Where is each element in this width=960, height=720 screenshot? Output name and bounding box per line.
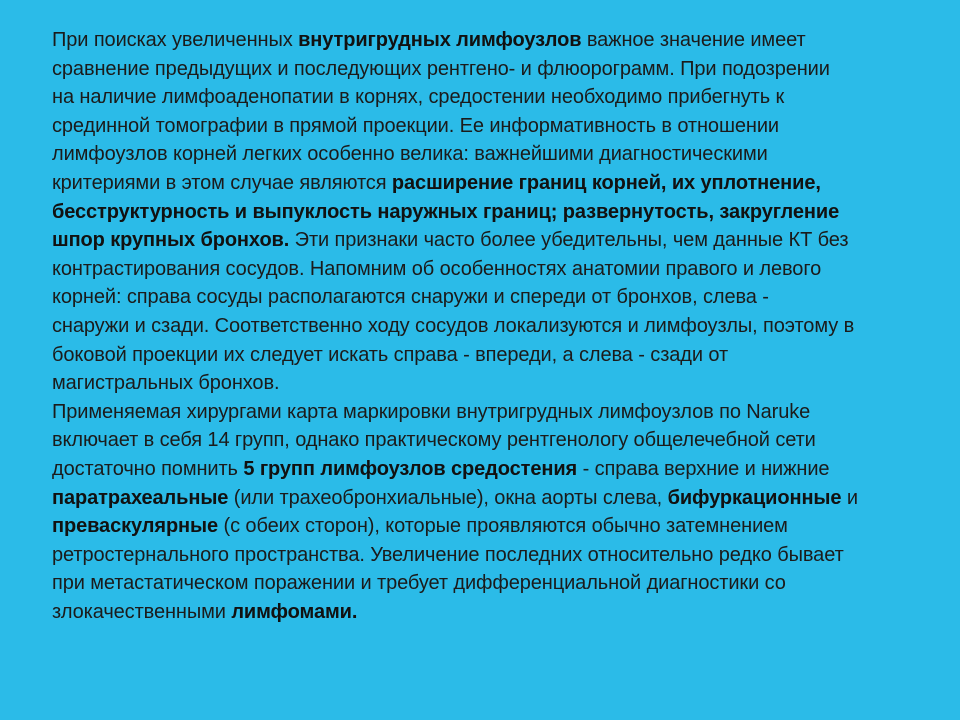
text-segment: ретростернального пространства. Увеличение последних относительно редко бывает bbox=[52, 543, 844, 566]
text-line bbox=[52, 369, 932, 398]
text-segment: При поисках увеличенных bbox=[52, 29, 299, 51]
bold-text-segment: расширение границ корней, их уплотнение, bbox=[391, 171, 821, 194]
text-segment: Эти признаки часто более убедительны, чем данные КТ без bbox=[289, 229, 849, 252]
text-segment: Применяемая хирургами карта маркировки внутригрудных лимфоузлов по Naruke bbox=[52, 400, 811, 423]
text-line bbox=[52, 455, 932, 484]
text-line bbox=[52, 541, 932, 570]
text-line bbox=[52, 112, 932, 141]
text-line bbox=[52, 283, 932, 312]
bold-text-segment: бесструктурность и выпуклость наружных границ; развернутость, закругление bbox=[52, 200, 840, 223]
bold-text-segment: преваскулярные bbox=[52, 515, 219, 538]
text-segment: боковой проекции их следует искать справа - впереди, а слева - сзади от bbox=[52, 343, 729, 366]
text-segment: - справа верхние и нижние bbox=[577, 457, 830, 480]
text-segment: корней: справа сосуды располагаются снаружи и спереди от бронхов, слева - bbox=[52, 286, 769, 309]
text-line bbox=[52, 26, 932, 55]
bold-text-segment: 5 групп лимфоузлов средостения bbox=[243, 457, 578, 480]
text-line bbox=[52, 55, 932, 84]
text-segment: на наличие лимфоаденопатии в корнях, средостении необходимо прибегнуть к bbox=[52, 86, 785, 109]
text-line bbox=[52, 83, 932, 112]
bold-text-segment: шпор крупных бронхов. bbox=[52, 229, 290, 252]
text-segment: магистральных бронхов. bbox=[52, 372, 280, 395]
text-segment: (с обеих сторон), которые проявляются обычно затемнением bbox=[218, 515, 788, 538]
slide-body-text bbox=[52, 26, 932, 626]
text-line bbox=[52, 484, 932, 513]
bold-text-segment: лимфомами. bbox=[231, 600, 358, 623]
text-line bbox=[52, 169, 932, 198]
text-segment: сравнение предыдущих и последующих рентгено- и флюорограмм. При подозрении bbox=[52, 57, 830, 80]
text-segment: контрастирования сосудов. Напомним об особенностях анатомии правого и левого bbox=[52, 257, 822, 280]
bold-text-segment: бифуркационные bbox=[667, 486, 842, 509]
text-line bbox=[52, 512, 932, 541]
text-segment: критериями в этом случае являются bbox=[52, 171, 392, 194]
text-segment: и bbox=[841, 486, 858, 509]
text-segment: срединной томографии в прямой проекции. Ее информативность в отношении bbox=[52, 114, 780, 137]
text-segment: достаточно помнить bbox=[52, 457, 244, 480]
bold-text-segment: внутригрудных лимфоузлов bbox=[298, 29, 582, 51]
text-line bbox=[52, 198, 932, 227]
text-segment: включает в себя 14 групп, однако практическому рентгенологу общелечебной сети bbox=[52, 429, 816, 452]
paragraph bbox=[52, 398, 932, 627]
text-segment: (или трахеобронхиальные), окна аорты слева, bbox=[228, 486, 668, 509]
text-line bbox=[52, 398, 932, 427]
text-line bbox=[52, 426, 932, 455]
text-line bbox=[52, 255, 932, 284]
text-segment: снаружи и сзади. Соответственно ходу сосудов локализуются и лимфоузлы, поэтому в bbox=[52, 314, 855, 337]
text-line bbox=[52, 140, 932, 169]
text-line bbox=[52, 312, 932, 341]
text-line bbox=[52, 598, 932, 627]
text-line bbox=[52, 569, 932, 598]
text-segment: злокачественными bbox=[52, 600, 232, 623]
text-segment: важное значение имеет bbox=[581, 29, 806, 51]
text-line bbox=[52, 341, 932, 370]
text-segment: при метастатическом поражении и требует дифференциальной диагностики со bbox=[52, 572, 786, 595]
text-line bbox=[52, 226, 932, 255]
paragraph bbox=[52, 26, 932, 398]
text-segment: лимфоузлов корней легких особенно велика: важнейшими диагностическими bbox=[52, 143, 768, 166]
bold-text-segment: паратрахеальные bbox=[52, 486, 229, 509]
